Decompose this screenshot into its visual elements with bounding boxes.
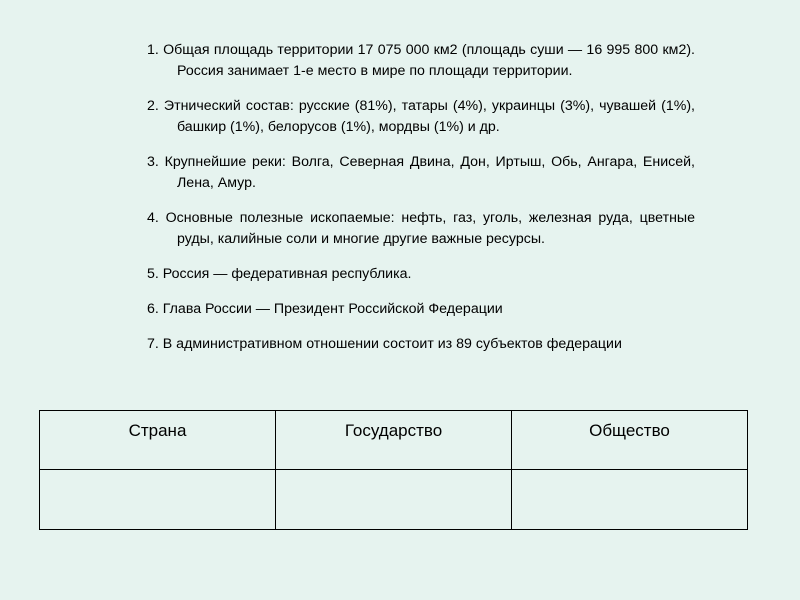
header-country: Страна xyxy=(40,411,276,470)
fact-area: 1. Общая площадь территории 17 075 000 км2 (площадь суши — 16 995 800 км2). Россия занимает 1-е место в мире по площади территории. xyxy=(147,42,695,79)
table-row xyxy=(40,470,748,530)
fact-ethnic-composition: 2. Этнический состав: русские (81%), татары (4%), украинцы (3%), чувашей (1%), башкир (1%), белорусов (1%), мордвы (1%) и др. xyxy=(147,98,695,135)
cell-society xyxy=(512,470,748,530)
cell-country xyxy=(40,470,276,530)
header-society: Общество xyxy=(512,411,748,470)
fact-rivers: 3. Крупнейшие реки: Волга, Северная Двина, Дон, Иртыш, Обь, Ангара, Енисей, Лена, Амур. xyxy=(147,154,695,191)
cell-state xyxy=(276,470,512,530)
facts-list xyxy=(147,40,695,369)
fact-minerals: 4. Основные полезные ископаемые: нефть, газ, уголь, железная руда, цветные руды, калийные соли и многие другие важные ресурсы. xyxy=(147,210,695,247)
table-header-row xyxy=(40,411,748,470)
fact-head-of-state: 6. Глава России — Президент Российской Федерации xyxy=(147,301,503,317)
fact-subjects: 7. В административном отношении состоит из 89 субъектов федерации xyxy=(147,336,622,352)
comparison-table xyxy=(39,410,748,530)
fact-federation: 5. Россия — федеративная республика. xyxy=(147,266,412,282)
header-state: Государство xyxy=(276,411,512,470)
